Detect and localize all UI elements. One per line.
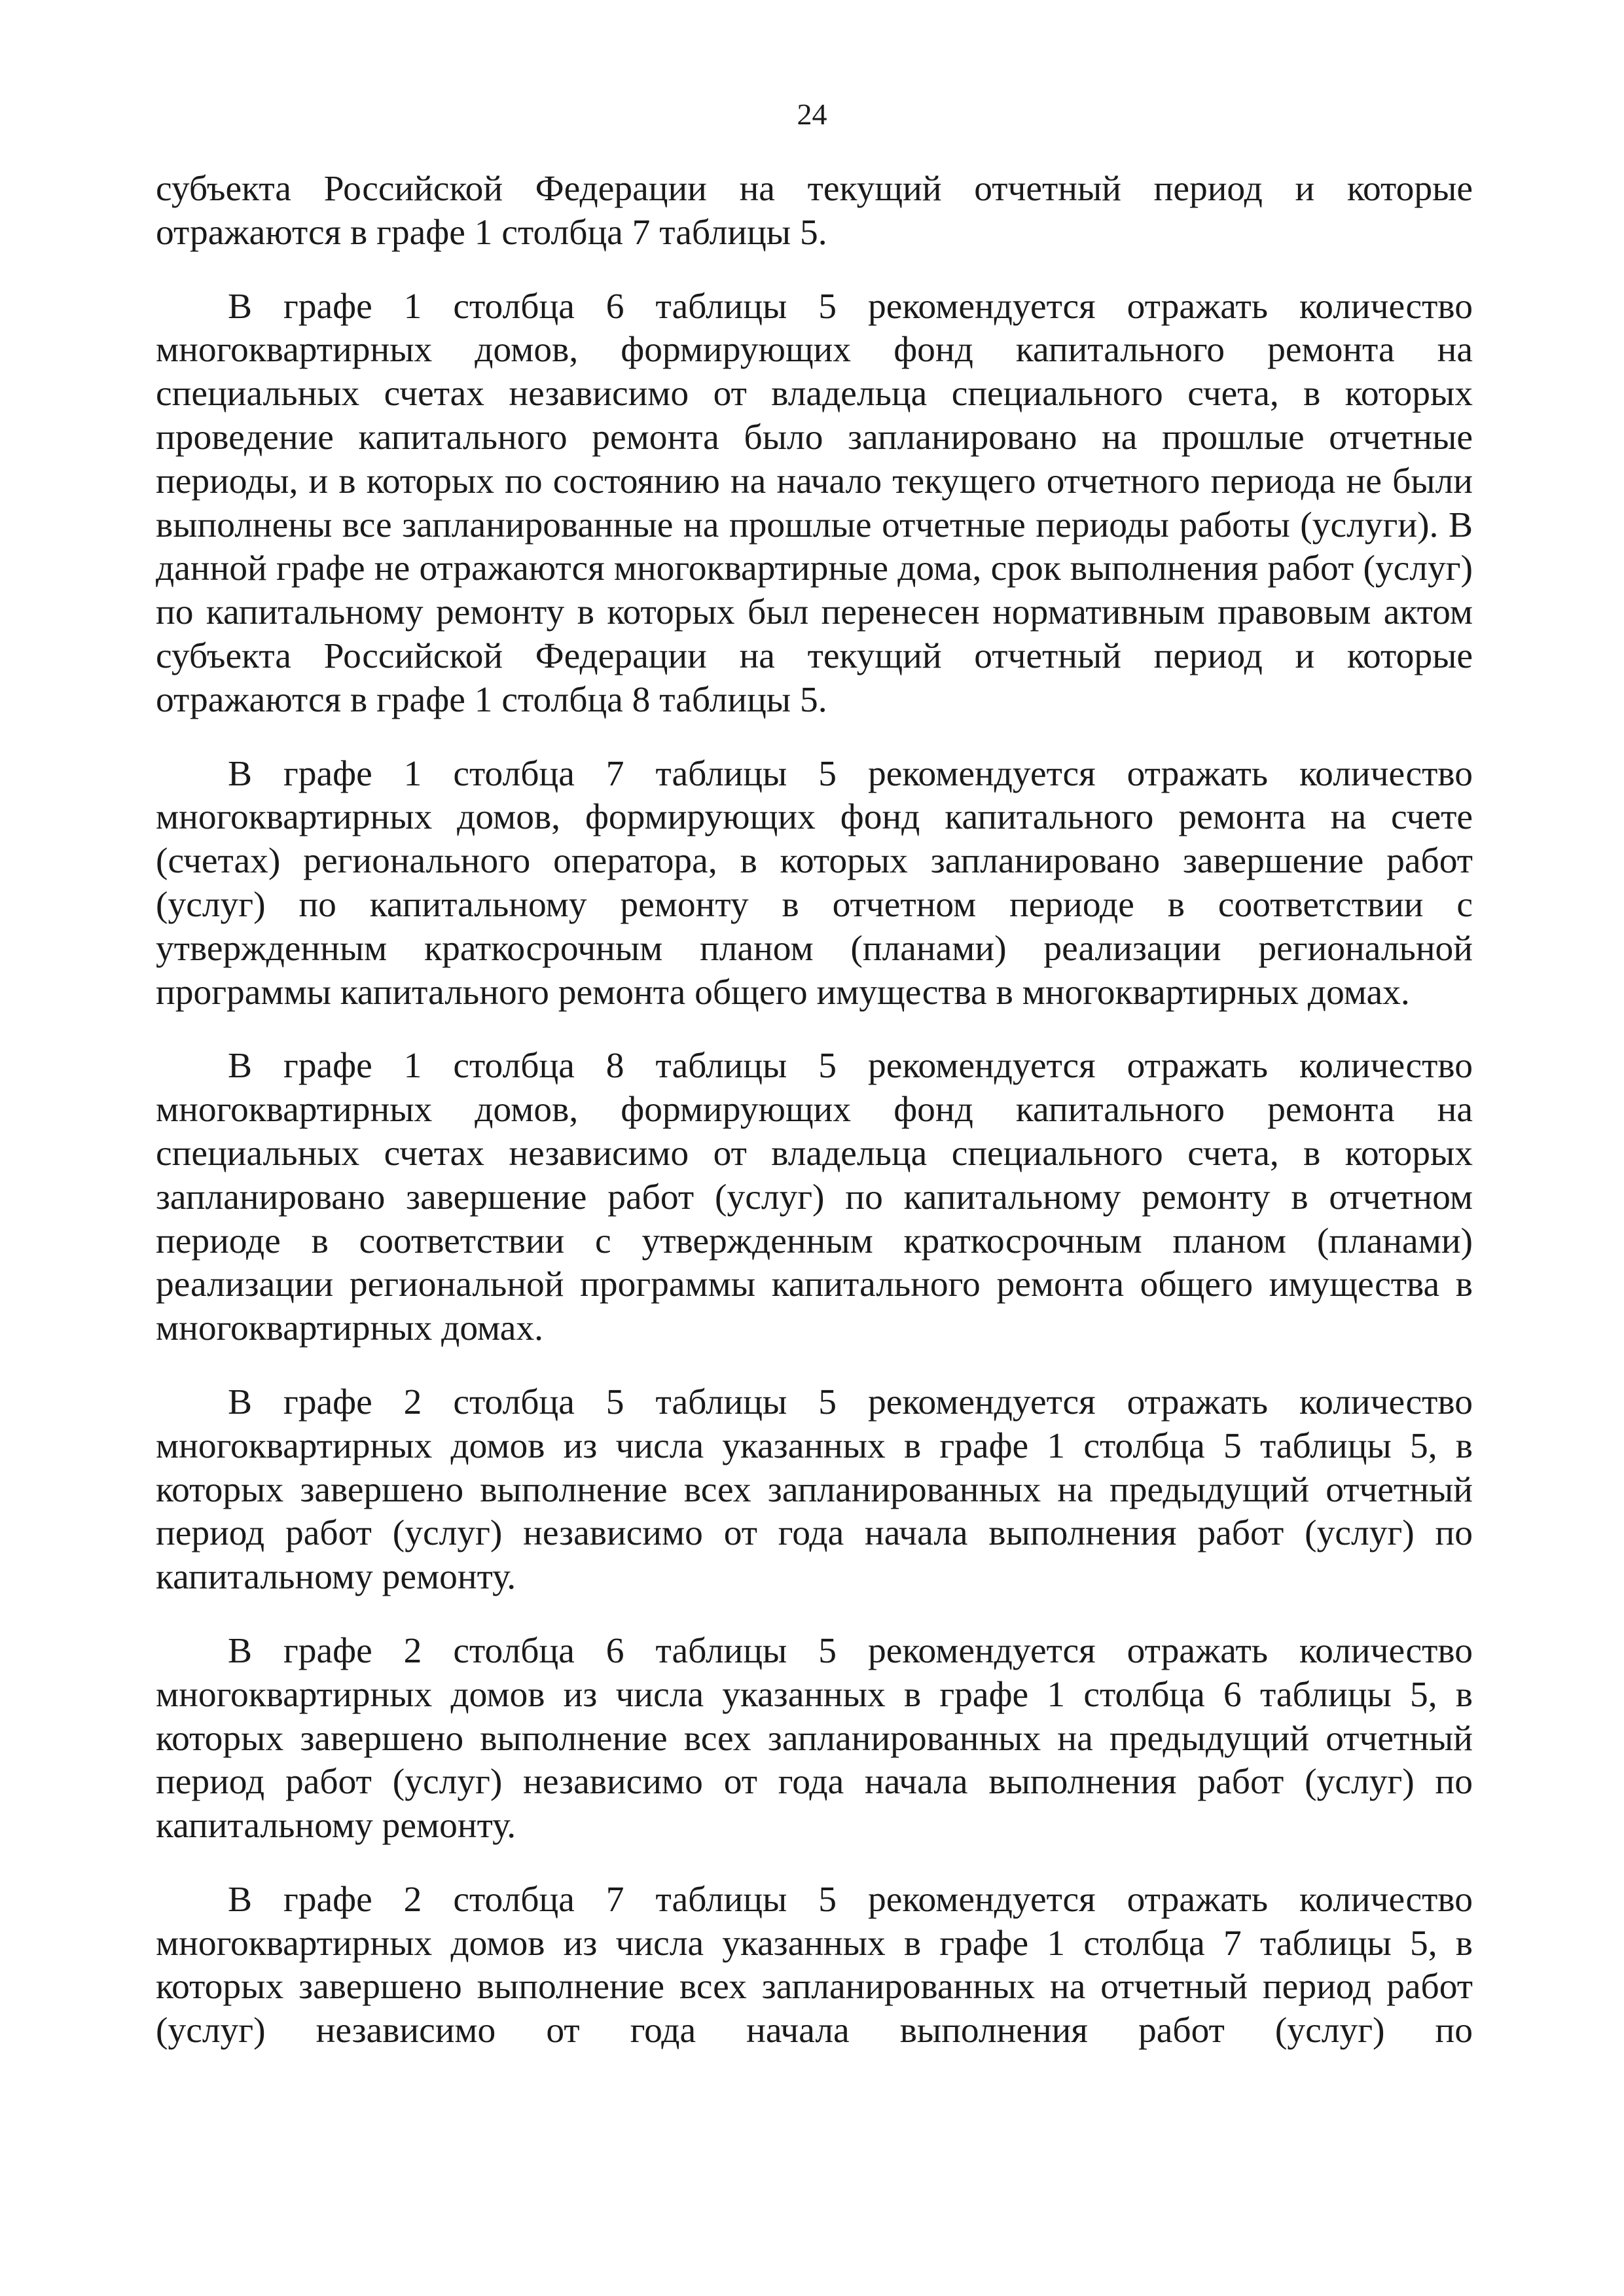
paragraph: В графе 2 столбца 6 таблицы 5 рекомендуется отражать количество многоквартирных домов из числа указанных в графе 1 столбца 6 таблицы 5, в которых завершено выполнение всех запланированных на предыдущий отчетный период работ (услуг) независимо от года начала выполнения работ (услуг) по капитальному ремонту. <box>156 1630 1473 1846</box>
paragraph-continuation: субъекта Российской Федерации на текущий отчетный период и которые отражаются в графе 1 столбца 7 таблицы 5. <box>156 169 1473 253</box>
paragraph: В графе 1 столбца 8 таблицы 5 рекомендуется отражать количество многоквартирных домов, формирующих фонд капитального ремонта на специальных счетах независимо от владельца специального счета, в которых запланировано завершение работ (услуг) по капитальному ремонту в отчетном периоде в соответствии с утвержденным краткосрочным планом (планами) реализации региональной программы капитального ремонта общего имущества в многоквартирных домах. <box>156 1046 1473 1349</box>
paragraph: В графе 1 столбца 6 таблицы 5 рекомендуется отражать количество многоквартирных домов, формирующих фонд капитального ремонта на специальных счетах независимо от владельца специального счета, в которых проведение капитального ремонта было запланировано на прошлые отчетные периоды, и в которых по состоянию на начало текущего отчетного периода не были выполнены все запланированные на прошлые отчетные периоды работы (услуги). В данной графе не отражаются многоквартирные дома, срок выполнения работ (услуг) по капитальному ремонту в которых был перенесен нормативным правовым актом субъекта Российской Федерации на текущий отчетный период и которые отражаются в графе 1 столбца 8 таблицы 5. <box>156 286 1473 720</box>
paragraph-continued: В графе 2 столбца 7 таблицы 5 рекомендуется отражать количество многоквартирных домов из числа указанных в графе 1 столбца 7 таблицы 5, в которых завершено выполнение всех запланированных на отчетный период работ (услуг) независимо от года начала выполнения работ (услуг) по <box>156 1879 1473 2051</box>
document-body <box>156 168 1473 2053</box>
paragraph: В графе 1 столбца 7 таблицы 5 рекомендуется отражать количество многоквартирных домов, формирующих фонд капитального ремонта на счете (счетах) регионального оператора, в которых запланировано завершение работ (услуг) по капитальному ремонту в отчетном периоде в соответствии с утвержденным краткосрочным планом (планами) реализации региональной программы капитального ремонта общего имущества в многоквартирных домах. <box>156 753 1473 1013</box>
paragraph: В графе 2 столбца 5 таблицы 5 рекомендуется отражать количество многоквартирных домов из числа указанных в графе 1 столбца 5 таблицы 5, в которых завершено выполнение всех запланированных на предыдущий отчетный период работ (услуг) независимо от года начала выполнения работ (услуг) по капитальному ремонту. <box>156 1382 1473 1598</box>
page-number: 24 <box>797 98 827 131</box>
